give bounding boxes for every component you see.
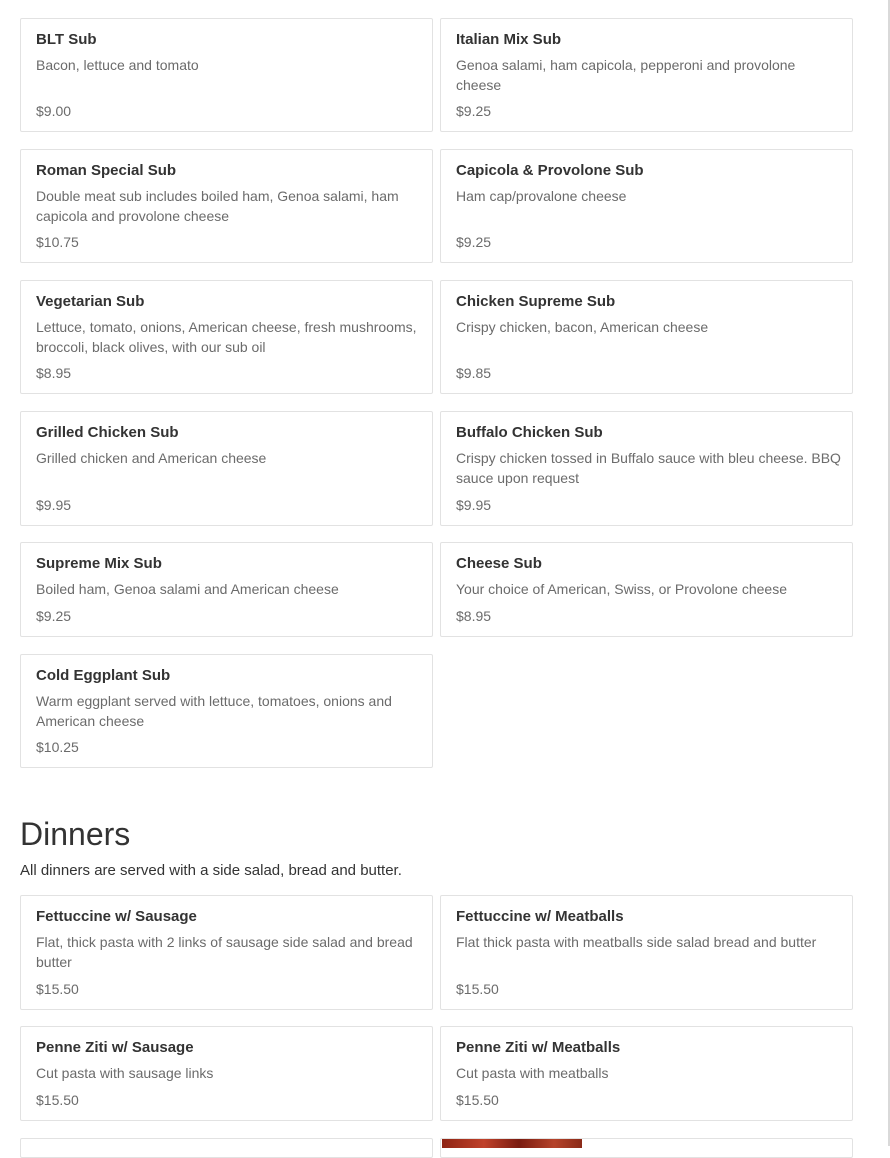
item-price: $9.95: [456, 497, 492, 513]
menu-item-card[interactable]: [440, 411, 853, 526]
item-description: Crispy chicken tossed in Buffalo sauce with bleu cheese. BBQ sauce upon request: [456, 450, 841, 486]
menu-item-card[interactable]: [20, 1026, 433, 1121]
item-name: Fettuccine w/ Meatballs: [456, 908, 624, 925]
menu-item-card[interactable]: [440, 542, 853, 637]
item-name: Buffalo Chicken Sub: [456, 424, 603, 441]
item-price: $9.25: [456, 103, 492, 119]
item-description: Double meat sub includes boiled ham, Genoa salami, ham capicola and provolone cheese: [36, 188, 399, 224]
item-description: Ham cap/provalone cheese: [456, 188, 627, 204]
item-description: Flat thick pasta with meatballs side salad bread and butter: [456, 934, 817, 950]
item-price: $8.95: [456, 608, 492, 624]
item-name: Cheese Sub: [456, 555, 542, 572]
item-price: $9.95: [36, 497, 72, 513]
menu-item-card[interactable]: [440, 149, 853, 263]
menu-item-card[interactable]: [20, 18, 433, 132]
item-description: Grilled chicken and American cheese: [36, 450, 267, 466]
item-name: Italian Mix Sub: [456, 31, 562, 48]
item-price: $8.95: [36, 365, 72, 381]
item-name: Vegetarian Sub: [36, 293, 145, 310]
item-name: Grilled Chicken Sub: [36, 424, 179, 441]
menu-item-card[interactable]: [20, 280, 433, 394]
item-description: Crispy chicken, bacon, American cheese: [456, 319, 709, 335]
item-name: Supreme Mix Sub: [36, 555, 162, 572]
item-price: $15.50: [456, 981, 499, 997]
menu-item-card[interactable]: [20, 1138, 433, 1158]
menu-item-card[interactable]: [440, 18, 853, 132]
menu-item-card[interactable]: [20, 149, 433, 263]
section-description: All dinners are served with a side salad, bread and butter.: [20, 862, 402, 879]
item-price: $9.00: [36, 103, 72, 119]
item-price: $15.50: [36, 1092, 79, 1108]
item-price: $9.25: [36, 608, 72, 624]
item-price: $9.85: [456, 365, 492, 381]
menu-item-card[interactable]: [440, 895, 853, 1010]
menu-item-card[interactable]: [20, 895, 433, 1010]
item-price: $10.75: [36, 234, 79, 250]
menu-item-card[interactable]: [440, 1138, 853, 1158]
item-name: Cold Eggplant Sub: [36, 667, 171, 684]
item-description: Cut pasta with meatballs: [456, 1065, 609, 1081]
item-name: Penne Ziti w/ Meatballs: [456, 1039, 621, 1056]
item-price: $9.25: [456, 234, 492, 250]
item-description: Boiled ham, Genoa salami and American cheese: [36, 581, 339, 597]
item-description: Flat, thick pasta with 2 links of sausage side salad and bread butter: [36, 934, 413, 970]
item-price: $15.50: [36, 981, 79, 997]
menu-item-card[interactable]: [440, 280, 853, 394]
item-description: Cut pasta with sausage links: [36, 1065, 214, 1081]
section-heading: Dinners: [20, 816, 131, 852]
menu-item-card[interactable]: [20, 542, 433, 637]
item-description: Bacon, lettuce and tomato: [36, 57, 199, 73]
menu-item-card[interactable]: [20, 654, 433, 768]
menu-item-photo: [442, 1139, 582, 1148]
menu-item-card[interactable]: [440, 1026, 853, 1121]
item-price: $15.50: [456, 1092, 499, 1108]
item-name: BLT Sub: [36, 31, 97, 48]
item-price: $10.25: [36, 739, 79, 755]
item-name: Roman Special Sub: [36, 162, 177, 179]
item-name: Chicken Supreme Sub: [456, 293, 616, 310]
item-description: Warm eggplant served with lettuce, tomatoes, onions and American cheese: [36, 693, 392, 729]
item-description: Your choice of American, Swiss, or Provolone cheese: [456, 581, 787, 597]
item-description: Lettuce, tomato, onions, American cheese, fresh mushrooms, broccoli, black olives, with our sub oil: [36, 319, 417, 355]
item-description: Genoa salami, ham capicola, pepperoni and provolone cheese: [456, 57, 796, 93]
item-name: Capicola & Provolone Sub: [456, 162, 644, 179]
menu-item-card[interactable]: [20, 411, 433, 526]
item-name: Fettuccine w/ Sausage: [36, 908, 197, 925]
item-name: Penne Ziti w/ Sausage: [36, 1039, 194, 1056]
